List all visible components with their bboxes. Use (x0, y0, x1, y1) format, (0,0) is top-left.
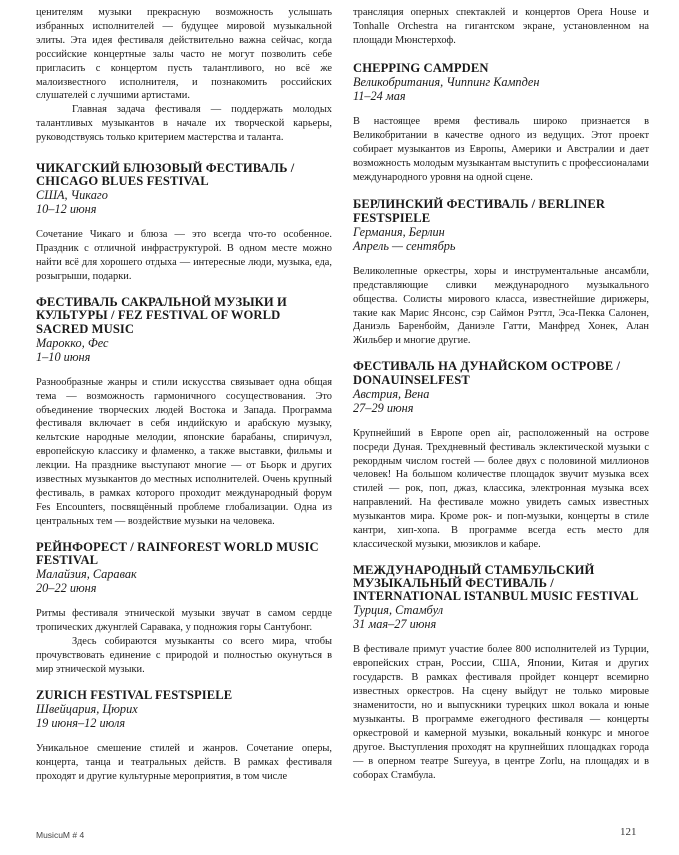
section-dates: Апрель — сентябрь (353, 238, 456, 253)
section-body: В настоящее время фестиваль широко признается в Великобритании в качестве одного из ведущих. Этот проект собирает музыкантов из Европы, Америки и Австралии и дает возможность молодым музыкантам выступить с профессионалами международного уровня на одной сцене. (353, 115, 649, 183)
section-dates: 31 мая–27 июня (353, 617, 437, 632)
section-body: В фестивале примут участие более 800 исполнителей из Турции, европейских стран, России, США, Японии, Китая и других государств. В рамках фестиваля пройдет концерт всемирно известных оркестров. На сцену выйдут не только мировые знаменитости, но и выпускники турецких школ вокала и юные музыканты. В программе ежегодного фестиваля — концерты оркестровой и камерной музыки, вокальный конкурс и многое другое. Выступления проходят на крупнейших площадках города — в оперном театре Sureyya, в центре Zorlu, на площадях и в соборах Стамбула. (353, 644, 649, 781)
left-column (36, 6, 332, 784)
section-title: ФЕСТИВАЛЬ САКРАЛЬНОЙ МУЗЫКИ И КУЛЬТУРЫ / FEZ FESTIVAL OF WORLD SACRED MUSIC (36, 295, 287, 336)
section-body: Ритмы фестиваля этнической музыки звучат в самом сердце тропических джунглей Саравака, у подножия горы Сантубонг. (36, 608, 332, 633)
section-title: CHEPPING CAMPDEN (353, 60, 489, 75)
section-place: Великобритания, Чиппинг Кампден (353, 74, 540, 89)
section-title: ФЕСТИВАЛЬ НА ДУНАЙСКОМ ОСТРОВЕ / DONAUINSELFEST (353, 359, 621, 387)
section-dates: 1–10 июня (36, 349, 91, 364)
section-dates: 10–12 июня (36, 202, 97, 217)
section-title: РЕЙНФОРЕСТ / RAINFOREST WORLD MUSIC FESTIVAL (36, 539, 319, 567)
page-number: 121 (620, 826, 637, 838)
section-title: ЧИКАГСКИЙ БЛЮЗОВЫЙ ФЕСТИВАЛЬ / CHICAGO BLUES FESTIVAL (36, 161, 295, 189)
section-danube (353, 360, 649, 552)
section-fez (36, 296, 332, 529)
section-place: США, Чикаго (36, 188, 108, 203)
section-place: Марокко, Фес (36, 335, 109, 350)
section-istanbul (353, 564, 649, 783)
section-body: Сочетание Чикаго и блюза — это всегда что-то особенное. Праздник с отличной инфраструктурой. В одном месте можно найти всё для хорошего отдыха — интересные люди, музыка, еда, розыгрыши, подарки. (36, 229, 332, 283)
section-dates: 27–29 июня (353, 400, 414, 415)
intro-paragraph-2: Главная задача фестиваля — поддержать молодых талантливых музыкантов в начале их творческой карьеры, руководствуясь только критерием мастерства и таланта. (36, 104, 332, 144)
section-berlin (353, 198, 649, 348)
section-body: Уникальное смешение стилей и жанров. Сочетание оперы, концерта, танца и театральных действ. В рамках фестиваля проходят и другие культурные мероприятия, в том числе (36, 742, 332, 782)
section-title: БЕРЛИНСКИЙ ФЕСТИВАЛЬ / BERLINER FESTSPIELE (353, 197, 606, 225)
intro-paragraph: ценителям музыки прекрасную возможность услышать избранных исполнителей — будущее мировой музыкальной элиты. Эта идея фестиваля действительно важна сейчас, когда российские концертные залы часто не могут позволить себе пригласить с концертом пусть талантливого, но всё же малоизвестного исполнителя, и познакомить российских слушателей с лучшими артистами. (36, 7, 332, 102)
section-title: МЕЖДУНАРОДНЫЙ СТАМБУЛЬСКИЙ МУЗЫКАЛЬНЫЙ ФЕСТИВАЛЬ / INTERNATIONAL ISTANBUL MUSIC FESTIVAL (353, 562, 639, 604)
section-body: Крупнейший в Европе open air, расположенный на острове посреди Дуная. Трехдневный фестиваль эклектической музыки с рекордным числом гостей — более двух с половиной миллионов человек! На большом количестве площадок звучит музыка всех стилей — рок, поп, джаз, классика, электронная музыка всех направлений. На фестивале можно увидеть самых известных музыкантов мира. Кроме рок- и поп-музыки, концерты в стиле кантри, хип-хопа. В программе всегда есть место для классической музыки, мюзиклов и кабаре. (353, 427, 649, 550)
section-body: Великолепные оркестры, хоры и инструментальные ансамбли, представляющие сливки международного музыкального общества. Солисты мирового класса, известнейшие дирижеры, такие как Марис Янсонс, сэр Саймон Рэттл, Эса-Пекка Салонен, Даниэль Баренбойм, Даниэле Гатти, Манфред Хонек, Алан Жильбер и многие другие. (353, 265, 649, 347)
section-place: Австрия, Вена (353, 386, 430, 401)
continued-paragraph: трансляция оперных спектаклей и концертов Opera House и Tonhalle Orchestra на гигантском экране, установленном на площади Мюнстерхоф. (353, 7, 649, 46)
section-place: Швейцария, Цюрих (36, 701, 138, 716)
section-rainforest (36, 541, 332, 677)
right-column (353, 6, 649, 783)
section-chepping (353, 62, 649, 185)
section-chicago (36, 162, 332, 284)
magazine-name: MusicuM # 4 (36, 830, 85, 840)
section-body-2: Здесь собираются музыканты со всего мира, чтобы прочувствовать единение с природой и полностью окунуться в мир этнической музыки. (36, 635, 332, 675)
section-title: ZURICH FESTIVAL FESTSPIELE (36, 687, 233, 702)
section-zurich (36, 689, 332, 784)
section-place: Малайзия, Саравак (36, 567, 137, 582)
section-dates: 20–22 июня (36, 581, 97, 596)
section-place: Турция, Стамбул (353, 603, 444, 618)
section-body: Разнообразные жанры и стили искусства связывает одна общая тема — возможность гармоничного сосуществования. Это объединение творческих людей Востока и Запада. Программа фестиваля включает в себя индийскую и арабскую музыку, кельтские народные мелодии, японские барабаны, спиричуэл, европейскую классику и фламенко, а также выставки, фильмы и лекции. На празднике выступают многие — от Бьорк и других известных музыкантов до местных исполнителей. Очень крупный фестиваль, в рамках которого проходит международный форум Fes Encounters, посвящённый проблеме глобализации. Одна из центральных тем — воздействие музыки на человека. (36, 376, 332, 527)
section-place: Германия, Берлин (353, 224, 445, 239)
section-dates: 11–24 мая (353, 88, 406, 103)
section-dates: 19 июня–12 июля (36, 715, 126, 730)
